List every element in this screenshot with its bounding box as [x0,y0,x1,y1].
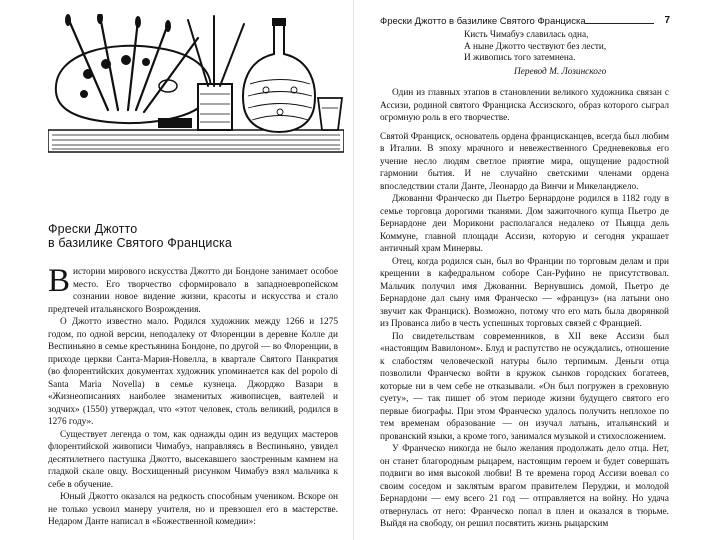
paragraph: Существует легенда о том, как однажды один из ведущих мастеров флорентийской живописи Чимабуэ, направляясь в Веспиньяно, увидел десятилетнего пастушка Джотто, высекавшего заостренным камнем на гладкой скале овцу. Восхищенный рисунком Чимабуэ взял мальчика к себе в обучение. [48,429,338,490]
art-still-life-illustration [48,14,344,154]
paragraph-text: истории мирового искусства Джотто ди Бондоне занимает особое место. Его творчество сформировало в западноевропейском сознании новое видение жизни, красоты и искусства и стало предтечей итальянского Возрождения. [48,267,338,315]
left-body-text [48,263,338,529]
paragraph [48,263,338,316]
page-number: 7 [664,15,670,26]
right-page [354,0,707,540]
epigraph [464,30,664,78]
paragraph: О Джотто известно мало. Родился художник между 1266 и 1275 годом, по одной версии, неподалеку от Флоренции в деревне Колле ди Веспиньяно в семье крестьянина Бондоне, по другой — во Флоренции, в приходе церкви Санта-Мария-Новелла, в квартале Святого Панкратия (во флорентийских документах художник упоминается как del popolo di Santa Maria Novella) в семье кузнеца. Джорджо Вазари в «Жизнеописаниях наиболее знаменитых живописцев, ваятелей и зодчих» (1550) утверждал, что «этот человек, столь великий, родился в 1276 году». [48,317,338,427]
chapter-heading-line-2: в базилике Святого Франциска [48,236,232,250]
paragraph: Джованни Франческо ди Пьетро Бернардоне родился в 1182 году в семье торговца дорогими тканями. Дом зажиточного купца Пьетро де Бернардоне деи Морикони располагался недалеко от Пьяцца дель Коммуне, главной площади Ассизи, которую и сегодня украшает античный храм Минервы. [380,194,669,254]
chapter-heading-line-1: Фрески Джотто [48,222,138,236]
paragraph: По свидетельствам современников, в XII веке Ассизи был «настоящим Вавилоном». Блуд и распутство не осуждались, отношение к слабостям человеческой натуры было терпимым. Деньги отца позволили Франческо войти в кружок сынков городских богатеев, которые ни в чем себе не отказывали. «Он был погружен в греховную суету», — так пишет об этом периоде жизни будущего святого его первые биографы. При этом Франческо удалось получить неплохое по тем временам образование — он изучал латынь, итальянский и прованский языки, а кроме того, занимался музыкой и стихосложением. [380,331,669,442]
drop-cap: В [48,263,71,299]
header-rule [585,23,654,24]
paragraph: Святой Франциск, основатель ордена францисканцев, всегда был любим в Италии. В эпоху мрачного и невежественного Средневековья его учение несло людям светлое приятие мира, ощущение радостной гармонии бытия. И не случайно светскими членами ордена впоследствии стали Данте, Леонардо да Винчи и Микеланджело. [380,131,669,192]
paragraph: Отец, когда родился сын, был во Франции по торговым делам и при крещении в кафедральном соборе Сан-Руфино не присутствовал. Мальчик получил имя Джованни. Вернувшись домой, Пьетро де Бернардоне дал сыну имя Франческо — «француз» (на латыни оно звучит как Франциск). Возможно, потому что его мать была дворянкой из Прованса либо в честь успешных торговых связей с Францией. [380,256,669,329]
epigraph-line: И живопись того затемнена. [464,53,576,63]
paragraph: Один из главных этапов в становлении великого художника связан с Ассизи, родиной святого Франциска Ассизского, образ которого сыграл огромную роль в его творчестве. [380,88,669,123]
right-body-text [380,87,669,531]
left-page [0,0,353,540]
chapter-heading [48,222,338,250]
running-title: Фрески Джотто в базилике Святого Франциска [380,16,586,27]
epigraph-line: А ныне Джотто чествуют без лести, [464,41,607,52]
paragraph: Юный Джотто оказался на редкость способным учеником. Вскоре он не только усвоил манеру учителя, но и превзошел его в мастерстве. Недаром Данте написал в «Божественной комедии»: [48,492,338,527]
epigraph-line: Кисть Чимабуэ славилась одна, [464,30,589,40]
epigraph-author: Перевод М. Лозинского [514,66,607,77]
paragraph: У Франческо никогда не было желания продолжать дело отца. Нет, он станет благородным рыцарем, настоящим героем и будет совершать подвиги во имя высокой любви! В те времена город Ассизи воевал со своим соседом и заклятым врагом правителем Перуджи, и молодой Бернардони — ему всего 21 год — отправляется на войну. Но удача отвернулась от него: Франческо попал в плен и оказался в тюрьме. Выйдя на свободу, он решил посвятить жизнь рыцарским [380,444,669,529]
running-header [380,16,670,28]
